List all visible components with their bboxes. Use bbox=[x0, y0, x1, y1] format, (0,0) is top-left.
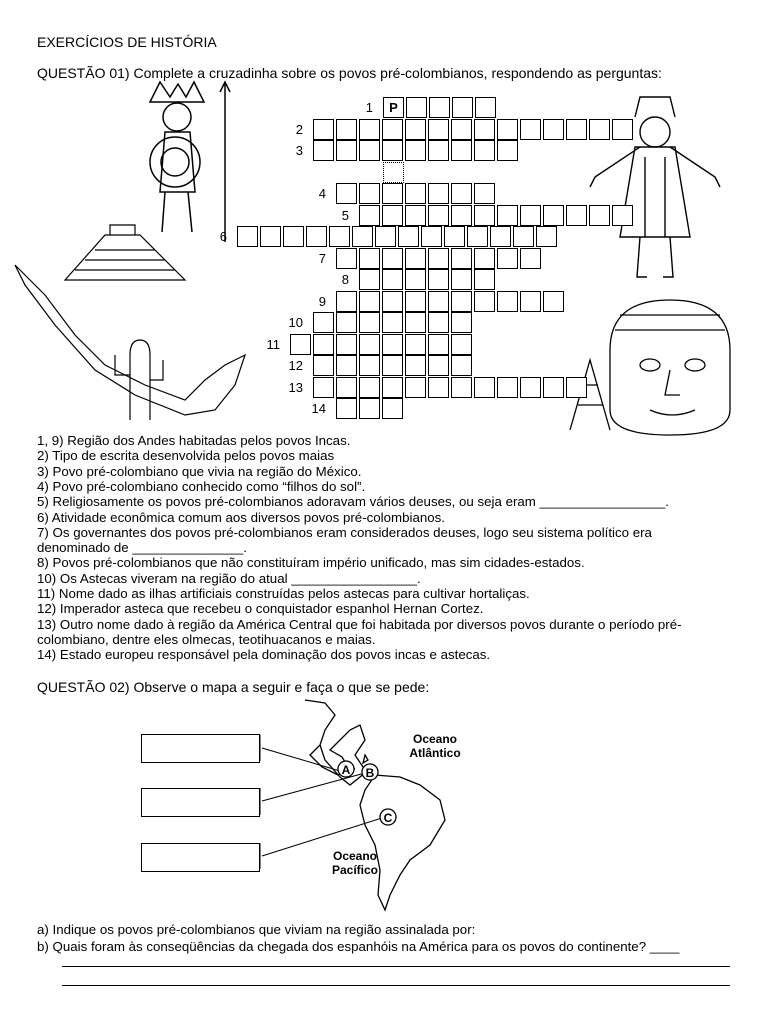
crossword-cell[interactable] bbox=[474, 291, 495, 312]
crossword-cell[interactable] bbox=[406, 97, 427, 118]
crossword-cell[interactable] bbox=[543, 119, 564, 140]
crossword-cell[interactable] bbox=[336, 248, 357, 269]
crossword-cell[interactable] bbox=[428, 248, 449, 269]
keyword-cell bbox=[383, 162, 404, 183]
marker-c bbox=[380, 809, 396, 825]
crossword-cell[interactable] bbox=[589, 119, 610, 140]
crossword-cell[interactable] bbox=[428, 291, 449, 312]
crossword-cell[interactable] bbox=[405, 140, 426, 161]
answer-box-a[interactable] bbox=[141, 734, 260, 763]
crossword-cell[interactable] bbox=[490, 226, 511, 247]
crossword-cell[interactable] bbox=[497, 140, 518, 161]
crossword-cell[interactable] bbox=[428, 355, 449, 376]
south-america-outline bbox=[360, 775, 445, 910]
crossword-cell[interactable] bbox=[475, 97, 496, 118]
pyramid-mexico-illustration bbox=[15, 225, 250, 425]
keyword-cell: P bbox=[383, 97, 404, 118]
crossword-cell[interactable] bbox=[405, 291, 426, 312]
clue-number: 6 bbox=[219, 229, 227, 244]
crossword-cell[interactable] bbox=[589, 205, 610, 226]
crossword-cell[interactable] bbox=[428, 334, 449, 355]
clue-number: 9 bbox=[318, 293, 326, 309]
crossword-cell[interactable] bbox=[359, 334, 380, 355]
crossword-cell[interactable] bbox=[336, 312, 357, 333]
clue-item: 8) Povos pré-colombianos que não constituíram império unificado, mas sim cidades-estados. bbox=[37, 555, 585, 571]
crossword-cell[interactable] bbox=[382, 334, 403, 355]
pacific-label-line2: Pacífico bbox=[331, 863, 379, 877]
crossword-cell[interactable] bbox=[543, 205, 564, 226]
clue-number: 3 bbox=[295, 143, 303, 158]
crossword-cell[interactable] bbox=[405, 269, 426, 290]
crossword-cell[interactable] bbox=[451, 248, 472, 269]
crossword-cell[interactable] bbox=[382, 377, 403, 398]
pacific-label-line1: Oceano bbox=[332, 849, 378, 863]
crossword-cell[interactable] bbox=[313, 312, 334, 333]
crossword-cell[interactable] bbox=[359, 119, 380, 140]
clue-item: 4) Povo pré-colombiano conhecido como “filhos do sol”. bbox=[37, 478, 366, 494]
clue-item: 12) Imperador asteca que recebeu o conquistador espanhol Hernan Cortez. bbox=[37, 601, 484, 617]
crossword-cell[interactable] bbox=[451, 291, 472, 312]
atlantic-label-line2: Atlântico bbox=[409, 746, 461, 760]
crossword-cell[interactable] bbox=[428, 140, 449, 161]
crossword-cell[interactable] bbox=[375, 226, 396, 247]
crossword-cell[interactable] bbox=[474, 269, 495, 290]
svg-text:C: C bbox=[383, 811, 393, 825]
clue-number: 2 bbox=[295, 121, 303, 137]
question-2-heading: QUESTÃO 02) Observe o mapa a seguir e faça o que se pede: bbox=[37, 679, 430, 695]
crossword-cell[interactable] bbox=[382, 119, 403, 140]
crossword-cell[interactable] bbox=[452, 97, 473, 118]
clue-item: 6) Atividade econômica comum aos diversos povos pré-colombianos. bbox=[37, 509, 445, 525]
clue-item: 11) Nome dado as ilhas artificiais construídas pelos astecas para cultivar hortaliças. bbox=[37, 586, 530, 601]
crossword-cell[interactable] bbox=[313, 119, 334, 140]
crossword-cell[interactable] bbox=[336, 140, 357, 161]
crossword-cell[interactable] bbox=[405, 334, 426, 355]
crossword-cell[interactable] bbox=[359, 377, 380, 398]
crossword-cell[interactable] bbox=[520, 205, 541, 226]
crossword-cell[interactable] bbox=[497, 119, 518, 140]
crossword-cell[interactable] bbox=[497, 205, 518, 226]
crossword-cell[interactable] bbox=[428, 377, 449, 398]
clue-item: colombiano, dentre eles olmecas, teotihuacanos e maias. bbox=[37, 631, 376, 647]
crossword-cell[interactable] bbox=[428, 119, 449, 140]
crossword-cell[interactable] bbox=[382, 398, 403, 419]
svg-text:A: A bbox=[341, 763, 351, 777]
clue-item: denominado de _______________. bbox=[37, 540, 247, 556]
crossword-cell[interactable] bbox=[566, 119, 587, 140]
crossword-cell[interactable] bbox=[260, 226, 281, 247]
clue-item: 7) Os governantes dos povos pré-colombianos eram considerados deuses, logo seu sistema político era bbox=[37, 524, 652, 540]
crossword-cell[interactable] bbox=[497, 248, 518, 269]
aztec-warrior-illustration bbox=[120, 82, 240, 242]
atlantic-label-line1: Oceano bbox=[412, 732, 458, 746]
page-title: EXERCÍCIOS DE HISTÓRIA bbox=[37, 34, 217, 50]
crossword-cell[interactable] bbox=[429, 97, 450, 118]
crossword-cell[interactable] bbox=[352, 226, 373, 247]
crossword-cell[interactable] bbox=[329, 226, 350, 247]
crossword-cell[interactable] bbox=[428, 205, 449, 226]
crossword-cell[interactable] bbox=[474, 205, 495, 226]
answer-box-b[interactable] bbox=[141, 788, 260, 817]
crossword-cell[interactable] bbox=[451, 269, 472, 290]
crossword-cell[interactable] bbox=[405, 312, 426, 333]
crossword-cell[interactable] bbox=[451, 334, 472, 355]
crossword-cell[interactable] bbox=[313, 355, 334, 376]
crossword-cell[interactable] bbox=[359, 140, 380, 161]
crossword-cell[interactable] bbox=[237, 226, 258, 247]
crossword-cell[interactable] bbox=[474, 183, 495, 204]
clue-number: 13 bbox=[288, 379, 303, 395]
crossword-cell[interactable] bbox=[428, 269, 449, 290]
crossword-cell[interactable] bbox=[336, 291, 357, 312]
clue-number: 12 bbox=[288, 358, 303, 373]
marker-b bbox=[362, 764, 378, 780]
clue-number: 10 bbox=[288, 315, 303, 330]
clue-number: 7 bbox=[318, 250, 326, 266]
crossword-cell[interactable] bbox=[359, 205, 380, 226]
clue-number: 4 bbox=[318, 186, 326, 201]
crossword-cell[interactable] bbox=[382, 248, 403, 269]
crossword-cell[interactable] bbox=[382, 291, 403, 312]
crossword-cell[interactable] bbox=[382, 205, 403, 226]
answer-line[interactable] bbox=[62, 985, 730, 986]
crossword-cell[interactable] bbox=[283, 226, 304, 247]
clue-number: 1 bbox=[365, 100, 373, 115]
crossword-cell[interactable] bbox=[520, 119, 541, 140]
crossword-cell[interactable] bbox=[382, 140, 403, 161]
crossword-cell[interactable] bbox=[536, 226, 557, 247]
crossword-cell[interactable] bbox=[405, 355, 426, 376]
crossword-cell[interactable] bbox=[359, 312, 380, 333]
crossword-cell[interactable] bbox=[336, 119, 357, 140]
crossword-cell[interactable] bbox=[513, 226, 534, 247]
clue-item: 1, 9) Região dos Andes habitadas pelos povos Incas. bbox=[37, 433, 351, 448]
crossword-cell[interactable] bbox=[428, 183, 449, 204]
clue-number: 8 bbox=[341, 272, 349, 287]
clue-item: 5) Religiosamente os povos pré-colombianos adoravam vários deuses, ou seja eram _________________. bbox=[37, 494, 669, 510]
olmec-head-illustration bbox=[570, 290, 745, 440]
crossword-cell[interactable] bbox=[313, 334, 334, 355]
crossword-cell[interactable] bbox=[428, 312, 449, 333]
crossword-cell[interactable] bbox=[398, 226, 419, 247]
crossword-cell[interactable] bbox=[497, 377, 518, 398]
crossword-cell[interactable] bbox=[474, 377, 495, 398]
clue-item: 2) Tipo de escrita desenvolvida pelos povos maias bbox=[37, 448, 335, 464]
crossword-cell[interactable] bbox=[474, 248, 495, 269]
crossword-cell[interactable] bbox=[359, 291, 380, 312]
crossword-cell[interactable] bbox=[451, 377, 472, 398]
question-1-heading: QUESTÃO 01) Complete a cruzadinha sobre os povos pré-colombianos, respondendo as perguntas: bbox=[37, 65, 662, 81]
crossword-cell[interactable] bbox=[421, 226, 442, 247]
crossword-cell[interactable] bbox=[566, 205, 587, 226]
crossword-cell[interactable] bbox=[520, 248, 541, 269]
crossword-cell[interactable] bbox=[474, 119, 495, 140]
crossword-cell[interactable] bbox=[451, 119, 472, 140]
question-b: b) Quais foram às conseqüências da chegada dos espanhóis na América para os povos do continente? ____ bbox=[37, 939, 680, 954]
answer-line[interactable] bbox=[62, 966, 730, 967]
crossword-cell[interactable] bbox=[497, 291, 518, 312]
svg-text:B: B bbox=[365, 766, 375, 780]
crossword-cell[interactable] bbox=[359, 269, 380, 290]
crossword-cell[interactable] bbox=[382, 183, 403, 204]
clue-number: 14 bbox=[311, 401, 326, 416]
crossword-cell[interactable] bbox=[382, 312, 403, 333]
question-a: a) Indique os povos pré-colombianos que viviam na região assinalada por: bbox=[37, 922, 476, 937]
clue-number: 11 bbox=[266, 336, 280, 352]
crossword-cell[interactable] bbox=[405, 377, 426, 398]
crossword-cell[interactable] bbox=[405, 119, 426, 140]
crossword-cell[interactable] bbox=[405, 183, 426, 204]
crossword-cell[interactable] bbox=[382, 355, 403, 376]
crossword-cell[interactable] bbox=[612, 205, 633, 226]
crossword-cell[interactable] bbox=[520, 291, 541, 312]
crossword-cell[interactable] bbox=[474, 140, 495, 161]
crossword-cell[interactable] bbox=[359, 248, 380, 269]
answer-box-c[interactable] bbox=[141, 843, 260, 872]
crossword-cell[interactable] bbox=[359, 355, 380, 376]
crossword-cell[interactable] bbox=[451, 205, 472, 226]
clue-item: 13) Outro nome dado à região da América Central que foi habitada por diversos povos durante o período pré- bbox=[37, 616, 682, 632]
crossword-cell[interactable] bbox=[405, 205, 426, 226]
crossword-cell[interactable] bbox=[359, 183, 380, 204]
crossword-cell[interactable] bbox=[336, 183, 357, 204]
crossword-cell[interactable] bbox=[306, 226, 327, 247]
crossword-cell[interactable] bbox=[467, 226, 488, 247]
crossword-cell[interactable] bbox=[543, 377, 564, 398]
crossword-cell[interactable] bbox=[336, 355, 357, 376]
crossword-cell[interactable] bbox=[444, 226, 465, 247]
crossword-cell[interactable] bbox=[451, 140, 472, 161]
crossword-cell[interactable] bbox=[313, 377, 334, 398]
marker-a bbox=[338, 761, 354, 777]
crossword-cell[interactable] bbox=[359, 398, 380, 419]
crossword-cell[interactable] bbox=[451, 312, 472, 333]
crossword-cell[interactable] bbox=[566, 377, 587, 398]
clue-item: 14) Estado europeu responsável pela dominação dos povos incas e astecas. bbox=[37, 647, 491, 663]
clue-number: 5 bbox=[341, 207, 349, 223]
crossword-cell[interactable] bbox=[405, 248, 426, 269]
crossword-cell[interactable] bbox=[290, 334, 311, 355]
crossword-cell[interactable] bbox=[336, 334, 357, 355]
crossword-cell[interactable] bbox=[336, 398, 357, 419]
crossword-cell[interactable] bbox=[313, 140, 334, 161]
crossword-cell[interactable] bbox=[612, 119, 633, 140]
clue-item: 10) Os Astecas viveram na região do atual _________________. bbox=[37, 570, 421, 586]
crossword-cell[interactable] bbox=[382, 269, 403, 290]
crossword-cell[interactable] bbox=[451, 355, 472, 376]
crossword-cell[interactable] bbox=[520, 377, 541, 398]
americas-map bbox=[250, 695, 480, 915]
crossword-cell[interactable] bbox=[543, 291, 564, 312]
crossword-cell[interactable] bbox=[451, 183, 472, 204]
crossword-cell[interactable] bbox=[336, 377, 357, 398]
clue-item: 3) Povo pré-colombiano que vivia na região do México. bbox=[37, 463, 362, 479]
